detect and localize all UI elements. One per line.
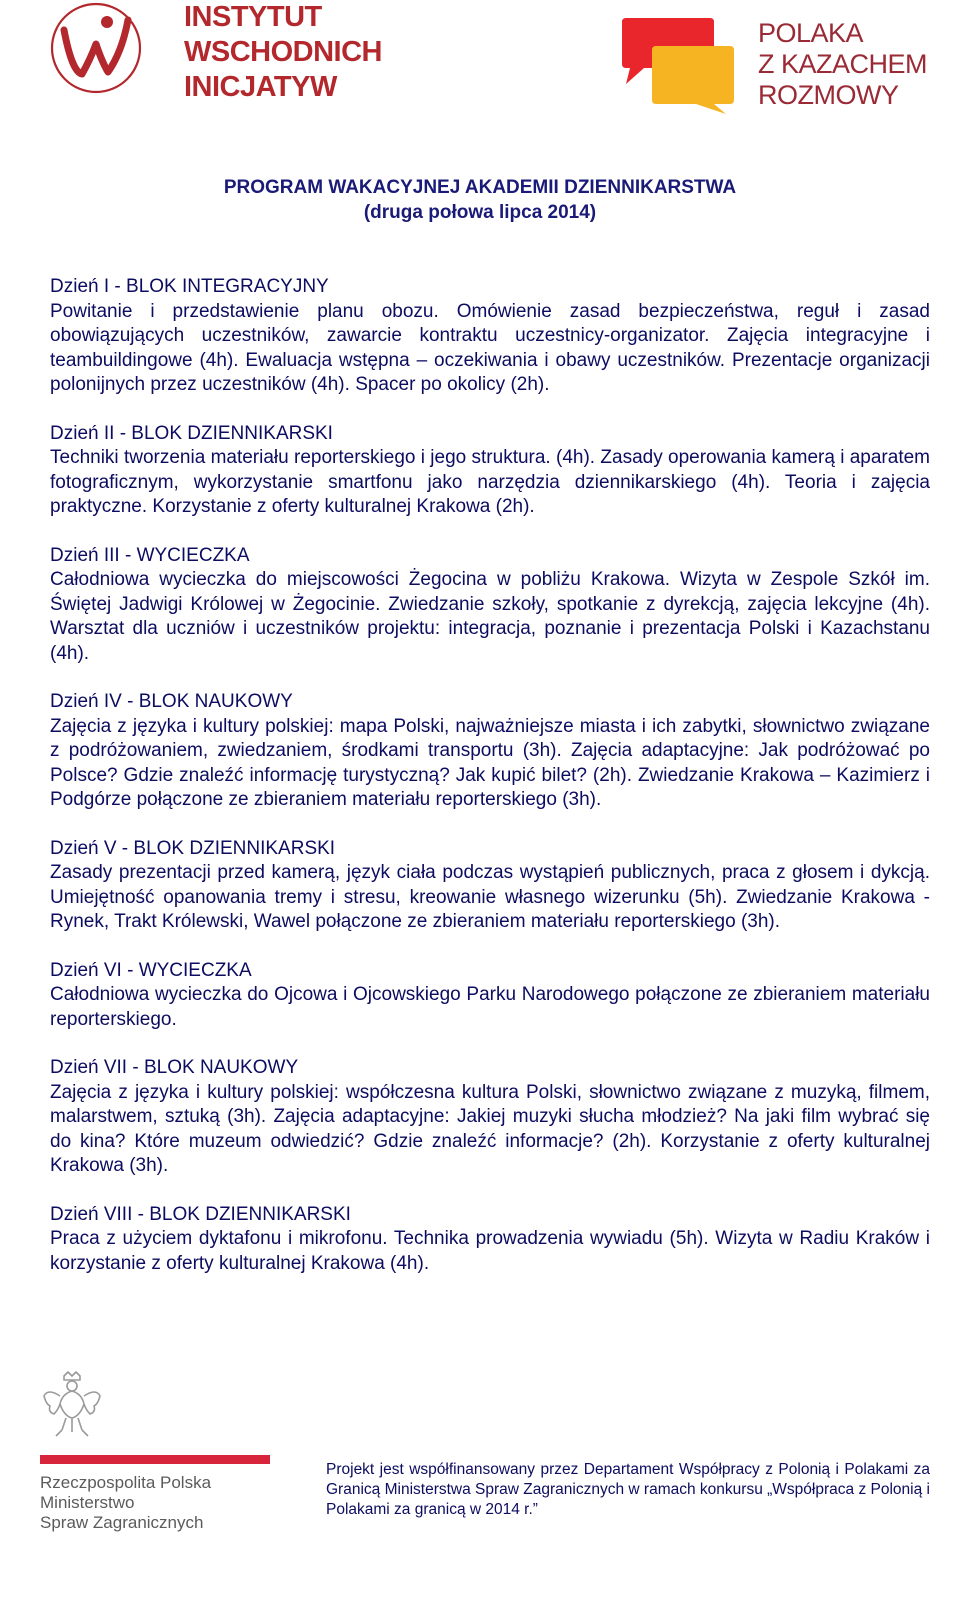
- day-description: Całodniowa wycieczka do miejscowości Żegocina w pobliżu Krakowa. Wizyta w Zespole Szkół im. Świętej Jadwigi Królowej w Żegocinie. Zwiedzanie szkoły, spotkanie z dyrekcją, zajęcia lekcyjne (4h). Warsztat dla uczniów i uczestników projektu: integracja, poznanie i prezentacja Polski i Kazachstanu (4h).: [50, 569, 930, 664]
- day-heading: Dzień V - BLOK DZIENNIKARSKI: [50, 837, 336, 859]
- institute-name: [184, 0, 382, 105]
- day-heading: Dzień IV - BLOK NAUKOWY: [50, 691, 293, 712]
- day-description: Całodniowa wycieczka do Ojcowa i Ojcowskiego Parku Narodowego połączone ze zbieraniem materiału reporterskiego.: [50, 984, 930, 1030]
- institute-name-line-2: WSCHODNICH: [184, 36, 382, 68]
- day-description: Praca z użyciem dyktafonu i mikrofonu. Technika prowadzenia wywiadu (5h). Wizyta w Radiu Kraków i korzystanie z oferty kulturalnej Krakowa (4h).: [50, 1228, 930, 1274]
- title-line-1: PROGRAM WAKACYJNEJ AKADEMII DZIENNIKARSTWA: [223, 177, 737, 198]
- program-list: [50, 275, 930, 1300]
- project-name-line-2: Z KAZACHEM: [758, 49, 928, 79]
- day-heading: Dzień VII - BLOK NAUKOWY: [50, 1057, 299, 1078]
- day-heading: Dzień VIII - BLOK DZIENNIKARSKI: [50, 1203, 351, 1225]
- institute-emblem-icon: [46, 0, 146, 100]
- ministry-logo-text: [40, 1473, 211, 1533]
- day-description: Techniki tworzenia materiału reporterskiego i jego struktura. (4h). Zasady operowania kamerą i aparatem fotograficznym, wykorzystanie smartfonu jako narzędzia dziennikarskiego (4h). Teoria i zajęcia praktyczne. Korzystanie z oferty kulturalnej Krakowa (2h).: [50, 447, 930, 517]
- day-heading: Dzień II - BLOK DZIENNIKARSKI: [50, 422, 333, 444]
- project-name-line-1: POLAKA: [758, 18, 864, 48]
- ministry-line-3: Spraw Zagranicznych: [40, 1513, 204, 1532]
- day-section: [50, 275, 930, 398]
- ministry-line-1: Rzeczpospolita Polska: [40, 1473, 212, 1492]
- day-section: [50, 837, 930, 935]
- ministry-line-2: Ministerstwo: [40, 1493, 135, 1512]
- institute-name-line-3: INICJATYW: [184, 71, 337, 103]
- project-name: [758, 18, 927, 111]
- day-section: [50, 690, 930, 813]
- day-section: [50, 544, 930, 667]
- project-name-line-3: ROZMOWY: [758, 80, 899, 110]
- day-heading: Dzień I - BLOK INTEGRACYJNY: [50, 276, 329, 297]
- institute-logo: [46, 0, 386, 105]
- title-line-2: (druga połowa lipca 2014): [363, 202, 597, 223]
- project-logo: [618, 14, 928, 114]
- day-description: Zasady prezentacji przed kamerą, język ciała podczas wystąpień publicznych, praca z głosem i dykcją. Umiejętność opanowania tremy i stresu, kreowanie własnego wizerunku (5h). Zwiedzanie Krakowa - Rynek, Trakt Królewski, Wawel połączone ze zbieraniem materiału reporterskiego (3h).: [50, 862, 930, 932]
- speech-bubbles-icon: [618, 14, 758, 114]
- day-heading: Dzień VI - WYCIECZKA: [50, 959, 252, 981]
- day-section: [50, 959, 930, 1033]
- day-section: [50, 1203, 930, 1277]
- day-description: Powitanie i przedstawienie planu obozu. Omówienie zasad bezpieczeństwa, reguł i zasad obowiązujących uczestników, zawarcie kontraktu uczestnicy-organizator. Zajęcia integracyjne i teambuildingowe (4h). Ewaluacja wstępna – oczekiwania i obawy uczestników. Prezentacje organizacji polonijnych przez uczestników (4h). Spacer po okolicy (2h).: [50, 300, 930, 395]
- institute-name-line-1: INSTYTUT: [184, 1, 322, 33]
- day-heading: Dzień III - WYCIECZKA: [50, 544, 250, 566]
- polish-eagle-emblem-icon: [40, 1370, 104, 1438]
- day-section: [50, 422, 930, 520]
- day-description: Zajęcia z języka i kultury polskiej: mapa Polski, najważniejsze miasta i ich zabytki, słownictwo związane z podróżowaniem, zwiedzaniem, środkami transportu (3h). Zajęcia adaptacyjne: Jak podróżować po Polsce? Gdzie znaleźć informację turystyczną? Jak kupić bilet? (2h). Zwiedzanie Krakowa – Kazimierz i Podgórze połączone ze zbieraniem materiału reporterskiego (3h).: [50, 715, 930, 810]
- document-title: [0, 175, 960, 225]
- day-section: [50, 1056, 930, 1179]
- funding-note: Projekt jest współfinansowany przez Departament Współpracy z Polonią i Polakami za Granicą Ministerstwa Spraw Zagranicznych w ramach konkursu „Współpraca z Polonią i Polakami za granicą w 2014 r.”: [326, 1461, 930, 1518]
- ministry-red-bar: [40, 1455, 270, 1464]
- day-description: Zajęcia z języka i kultury polskiej: współczesna kultura Polski, słownictwo związane z muzyką, filmem, malarstwem, sztuką (3h). Zajęcia adaptacyjne: Jakiej muzyki słucha młodzież? Na jaki film wybrać się do kina? Które muzeum odwiedzić? Gdzie znaleźć informacje? (2h). Korzystanie z oferty kulturalnej Krakowa (3h).: [50, 1081, 930, 1176]
